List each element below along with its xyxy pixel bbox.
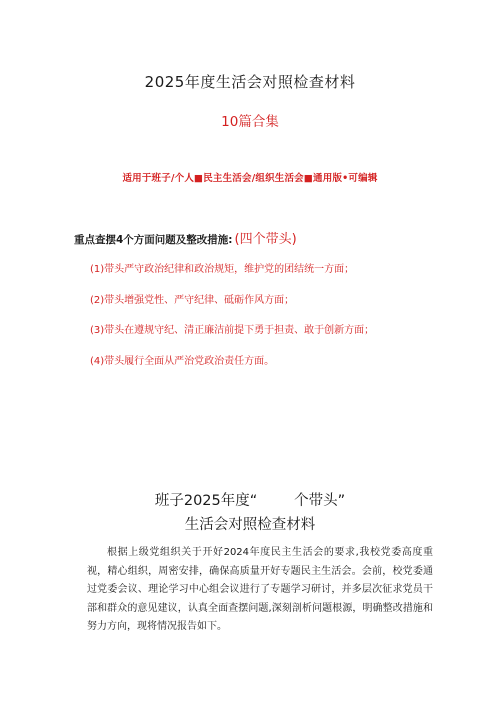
document-subtitle: 10篇合集 [221,114,279,130]
focus-heading [74,228,297,247]
measure-item: (1)带头严守政治纪律和政治规矩，维护党的团结统一方面； [90,264,355,275]
focus-heading-text: 重点查摆4个方面问题及整改措施: [74,234,233,246]
measure-item: (2)带头增强党性、严守纪律、砥砺作风方面； [90,294,295,306]
document-title: 2025年度生活会对照检查材料 [144,73,356,91]
body-paragraph: 根据上级党组织关于开好2024年度民主生活会的要求,我校党委高度重视，精心组织，周密安排，确保高质量开好专题民主生活会。会前，校党委通过党委会议、理论学习中心组会议进行了专题学习研讨，并多层次征求党员干部和群众的意见建议，认真全面查摆问题,深刻剖析问题根源，明确整改措施和努力方向，现将情况报告如下。 [87,547,433,633]
measure-list [90,263,374,385]
measure-item: (4)带头履行全面从严治党政治责任方面。 [90,355,275,367]
scope-line: 适用于班子/个人■民主生活会/组织生活会■通用版•可编辑 [122,173,378,184]
focus-heading-highlight: (四个带头) [234,232,297,247]
section-title-line1: 班子2025年度“ 个带头” [154,493,346,509]
measure-item: (3)带头在遵规守纪、清正廉洁前提下勇于担责、敢于创新方面； [90,325,375,336]
section-title-line2: 生活会对照检查材料 [184,517,316,533]
